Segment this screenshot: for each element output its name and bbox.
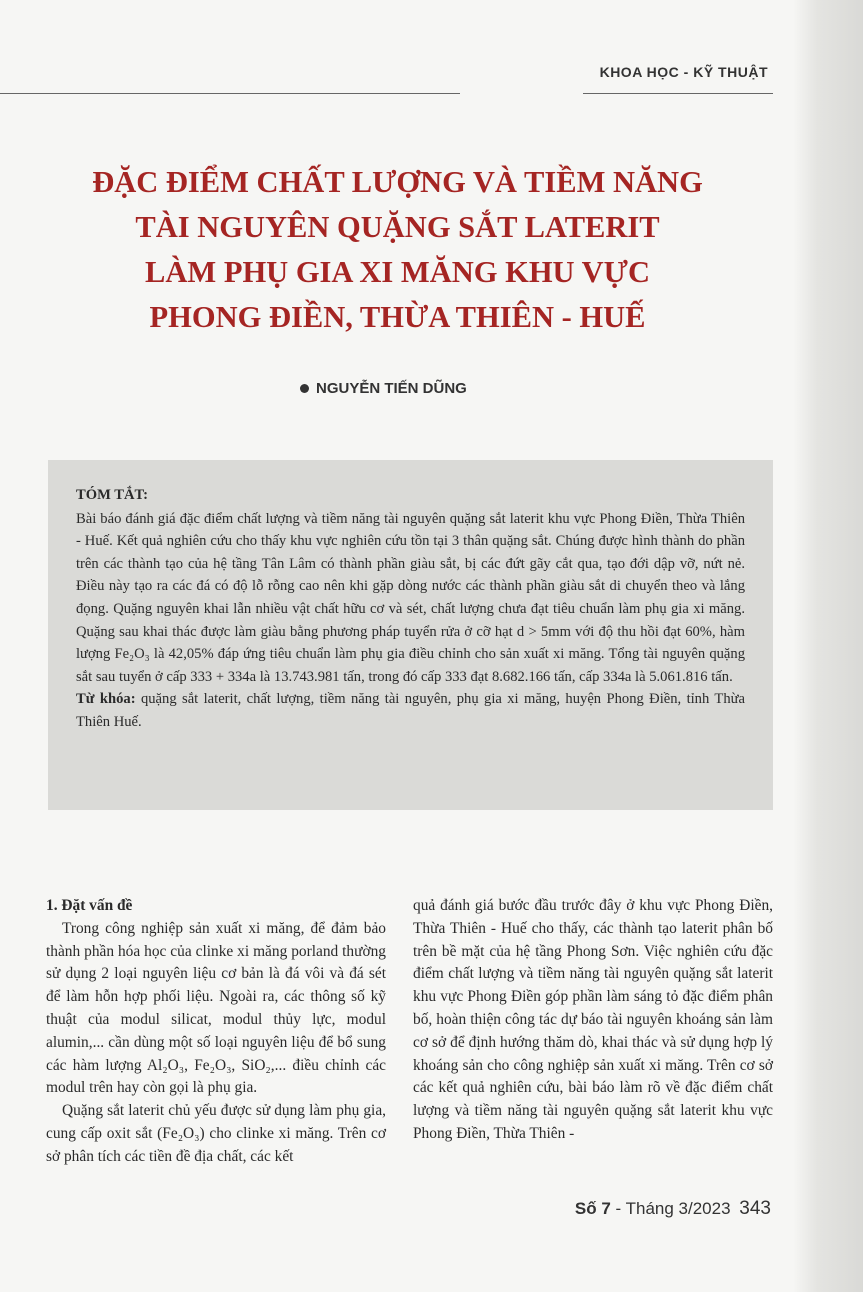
body-paragraph: Trong công nghiệp sản xuất xi măng, để đảm bảo thành phần hóa học của clinke xi măng porland thường sử dụng 2 loại nguyên liệu cơ bản là đá vôi và đá sét để làm hỗn hợp phối liệu. Ngoài ra, các thông số kỹ thuật của modul silicat, modul thủy lực, modul alumin,... cần dùng một số loại nguyên liệu để bổ sung các hàm lượng Al₂O₃, Fe₂O₃, SiO₂,... điều chỉnh các modul trên hay còn gọi là phụ gia. [46, 919, 386, 1097]
issue-date: - Tháng 3/2023 [610, 1199, 731, 1218]
issue-number: Số 7 [574, 1199, 611, 1218]
title-line: TÀI NGUYÊN QUẶNG SẮT LATERIT [135, 210, 660, 244]
keywords-label: Từ khóa: [76, 691, 136, 708]
page-number: 343 [739, 1198, 771, 1219]
keywords-text: quặng sắt laterit, chất lượng, tiềm năng tài nguyên, phụ gia xi măng, huyện Phong Điền, tỉnh Thừa Thiên Huế. [76, 691, 745, 730]
title-line: PHONG ĐIỀN, THỪA THIÊN - HUẾ [149, 300, 646, 334]
author-line [300, 380, 467, 397]
header-rule-right [583, 93, 773, 94]
section-label: KHOA HỌC - KỸ THUẬT [599, 64, 768, 80]
body-paragraph: Quặng sắt laterit chủ yếu được sử dụng làm phụ gia, cung cấp oxit sắt (Fe₂O₃) cho clinke xi măng. Trên cơ sở phân tích các tiền đề địa chất, các kết [46, 1102, 386, 1165]
abstract-box [48, 460, 773, 810]
body-paragraph: quả đánh giá bước đầu trước đây ở khu vực Phong Điền, Thừa Thiên - Huế cho thấy, các thành tạo laterit phân bố trên bề mặt của hệ tầng Phong Sơn. Việc nghiên cứu đặc điểm chất lượng và tiềm năng tài nguyên quặng sắt laterit khu vực Phong Điền góp phần làm sáng tỏ đặc điểm phân bố, hoàn thiện công tác dự báo tài nguyên khoáng sản làm cơ sở để định hướng thăm dò, khai thác và sử dụng hợp lý khoáng sản cho công nghiệp sản xuất xi măng. Trên cơ sở các kết quả nghiên cứu, bài báo làm rõ về đặc điểm chất lượng và tiềm năng tài nguyên quặng sắt laterit khu vực Phong Điền, Thừa Thiên - [413, 897, 773, 1142]
abstract-text: Bài báo đánh giá đặc điểm chất lượng và tiềm năng tài nguyên quặng sắt laterit khu vực Phong Điền, Thừa Thiên - Huế. Kết quả nghiên cứu cho thấy khu vực nghiên cứu tồn tại 3 thân quặng sắt. Chúng được hình thành do phần trên các thành tạo của hệ tầng Tân Lâm có thành phần giàu sắt, bị các đứt gãy cắt qua, tạo đới dập vỡ, nứt nẻ. Điều này tạo ra các đá có độ lỗ rỗng cao nên khi gặp dòng nước các thành phần giàu sắt di chuyển theo và lắng đọng. Quặng nguyên khai lẫn nhiều vật chất hữu cơ và sét, chất lượng chưa đạt tiêu chuẩn làm phụ gia xi măng. Quặng sau khai thác được làm giàu bằng phương pháp tuyển rửa ở cỡ hạt d > 5mm với độ thu hồi đạt 60%, hàm lượng Fe₂O₃ là 42,05% đáp ứng tiêu chuẩn làm phụ gia điều chỉnh cho sản xuất xi măng. Tổng tài nguyên quặng sắt sau tuyển ở cấp 333 + 334a là 13.743.981 tấn, trong đó cấp 333 đạt 8.682.166 tấn, cấp 334a là 5.061.816 tấn. [76, 510, 745, 685]
title-line: ĐẶC ĐIỂM CHẤT LƯỢNG VÀ TIỀM NĂNG [92, 165, 703, 199]
section-heading: 1. Đặt vấn đề [46, 897, 133, 914]
keywords [76, 688, 745, 733]
body-column-left [46, 895, 386, 1169]
page-edge-shadow [793, 0, 863, 1292]
header-rule-left [0, 93, 460, 94]
author-name: NGUYỄN TIẾN DŨNG [316, 380, 467, 397]
title-line: LÀM PHỤ GIA XI MĂNG KHU VỰC [145, 255, 650, 289]
page-footer [575, 1198, 771, 1220]
body-column-right [413, 895, 773, 1146]
abstract-heading: TÓM TẮT: [76, 487, 149, 503]
article-title [30, 160, 765, 340]
bullet-icon [300, 384, 309, 393]
